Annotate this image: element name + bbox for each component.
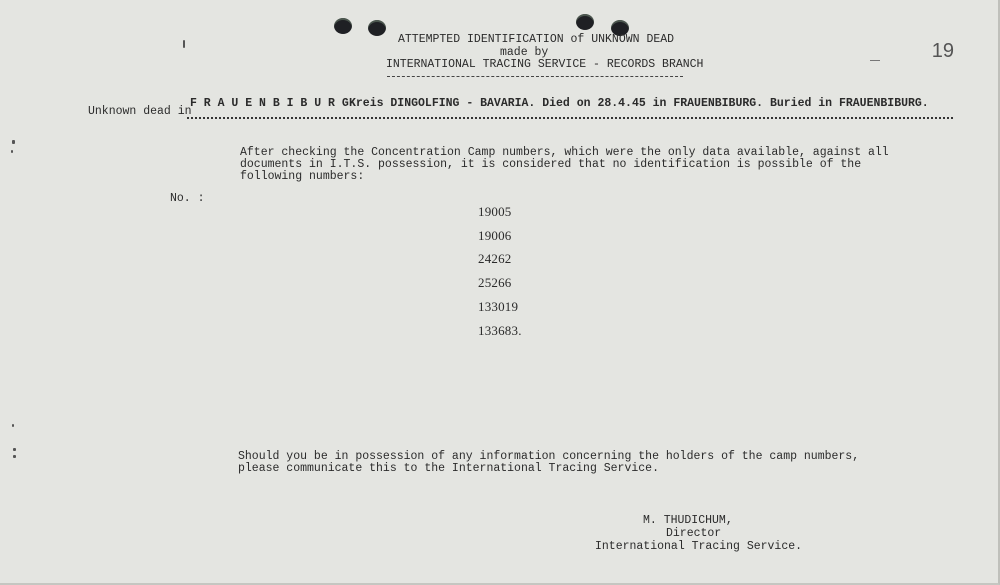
numbers-label: No. : <box>170 192 205 205</box>
camp-number: 133683. <box>478 323 522 338</box>
punch-hole <box>368 20 386 36</box>
punch-hole <box>576 14 594 30</box>
stray-mark <box>11 150 13 153</box>
body-line: After checking the Concentration Camp numbers, which were the only data available, against all <box>240 146 889 159</box>
closing-line: please communicate this to the International Tracing Service. <box>238 462 659 475</box>
body-line: documents in I.T.S. possession, it is considered that no identification is possible of the <box>240 158 862 171</box>
camp-number: 19006 <box>478 228 512 243</box>
header-service: INTERNATIONAL TRACING SERVICE - RECORDS BRANCH <box>386 58 704 71</box>
signature-title: Director <box>666 527 722 540</box>
stray-mark <box>12 140 15 144</box>
stray-mark <box>13 448 16 451</box>
stray-mark <box>12 424 14 427</box>
camp-number: 19005 <box>478 204 512 219</box>
subject-label: Unknown dead in <box>88 105 192 118</box>
signature-org: International Tracing Service. <box>595 540 803 553</box>
body-line: following numbers: <box>240 170 365 183</box>
closing-line: Should you be in possession of any information concerning the holders of the camp numbers, <box>238 450 860 463</box>
camp-number: 25266 <box>478 275 512 290</box>
subject-details: Kreis DINGOLFING - BAVARIA. Died on 28.4.45 in FRAUENBIBURG. Buried in FRAUENBIBURG. <box>349 97 929 110</box>
subject-place: F R A U E N B I B U R G <box>190 97 349 110</box>
stray-mark <box>183 40 185 48</box>
header-title: ATTEMPTED IDENTIFICATION of UNKNOWN DEAD <box>398 33 675 46</box>
header-made-by: made by <box>500 46 549 59</box>
stray-mark <box>13 455 16 458</box>
punch-hole <box>334 18 352 34</box>
camp-number: 24262 <box>478 251 512 266</box>
page-number: 19 <box>931 40 954 62</box>
header-underline <box>387 76 683 77</box>
stray-mark <box>870 60 880 61</box>
subject-dotted-line <box>187 117 953 119</box>
signature-name: M. THUDICHUM, <box>643 514 733 527</box>
camp-number: 133019 <box>478 299 519 314</box>
